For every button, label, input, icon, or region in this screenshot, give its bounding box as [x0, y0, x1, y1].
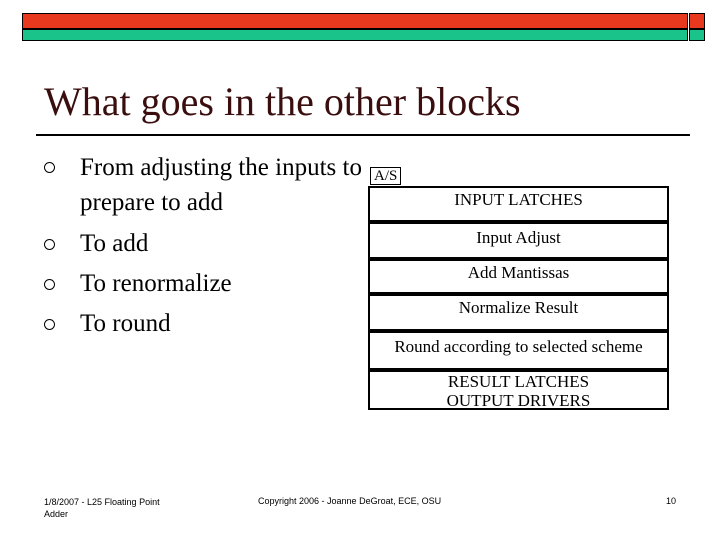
bullet-text: To round: [80, 310, 171, 337]
block-round: Round according to selected scheme: [368, 331, 669, 370]
adder-block-diagram: [366, 168, 672, 412]
block-input-latches: INPUT LATCHES: [368, 186, 669, 222]
footer-copyright: Copyright 2006 - Joanne DeGroat, ECE, OSU: [258, 496, 442, 506]
block-add-mantissas: Add Mantissas: [368, 259, 669, 294]
hollow-circle-bullet-icon: [44, 239, 55, 250]
hollow-circle-bullet-icon: [44, 279, 55, 290]
title-divider: [36, 134, 690, 136]
header-green-bar: [22, 29, 688, 41]
as-control-label: A/S: [370, 167, 401, 185]
block-normalize-result: Normalize Result: [368, 294, 669, 331]
hollow-circle-bullet-icon: [44, 319, 55, 330]
block-result-latches: RESULT LATCHES OUTPUT DRIVERS: [368, 370, 669, 410]
bullet-item: [44, 224, 380, 264]
bullet-item: [44, 150, 380, 220]
slide-title: What goes in the other blocks: [44, 79, 521, 124]
header-red-bar: [22, 13, 688, 29]
bullet-text: From adjusting the inputs to prepare to add: [80, 154, 362, 216]
hollow-circle-bullet-icon: [44, 162, 55, 173]
bullet-text: To add: [80, 230, 149, 257]
bullet-item: [44, 304, 380, 344]
header-green-square: [689, 29, 705, 41]
block-input-adjust: Input Adjust: [368, 222, 669, 259]
bullet-text: To renormalize: [80, 270, 232, 297]
bullet-item: [44, 264, 380, 304]
footer-date-title: 1/8/2007 - L25 Floating Point Adder: [44, 497, 160, 519]
header-red-square: [689, 13, 705, 29]
page-number: 10: [666, 496, 677, 506]
bullet-list: [44, 150, 380, 344]
